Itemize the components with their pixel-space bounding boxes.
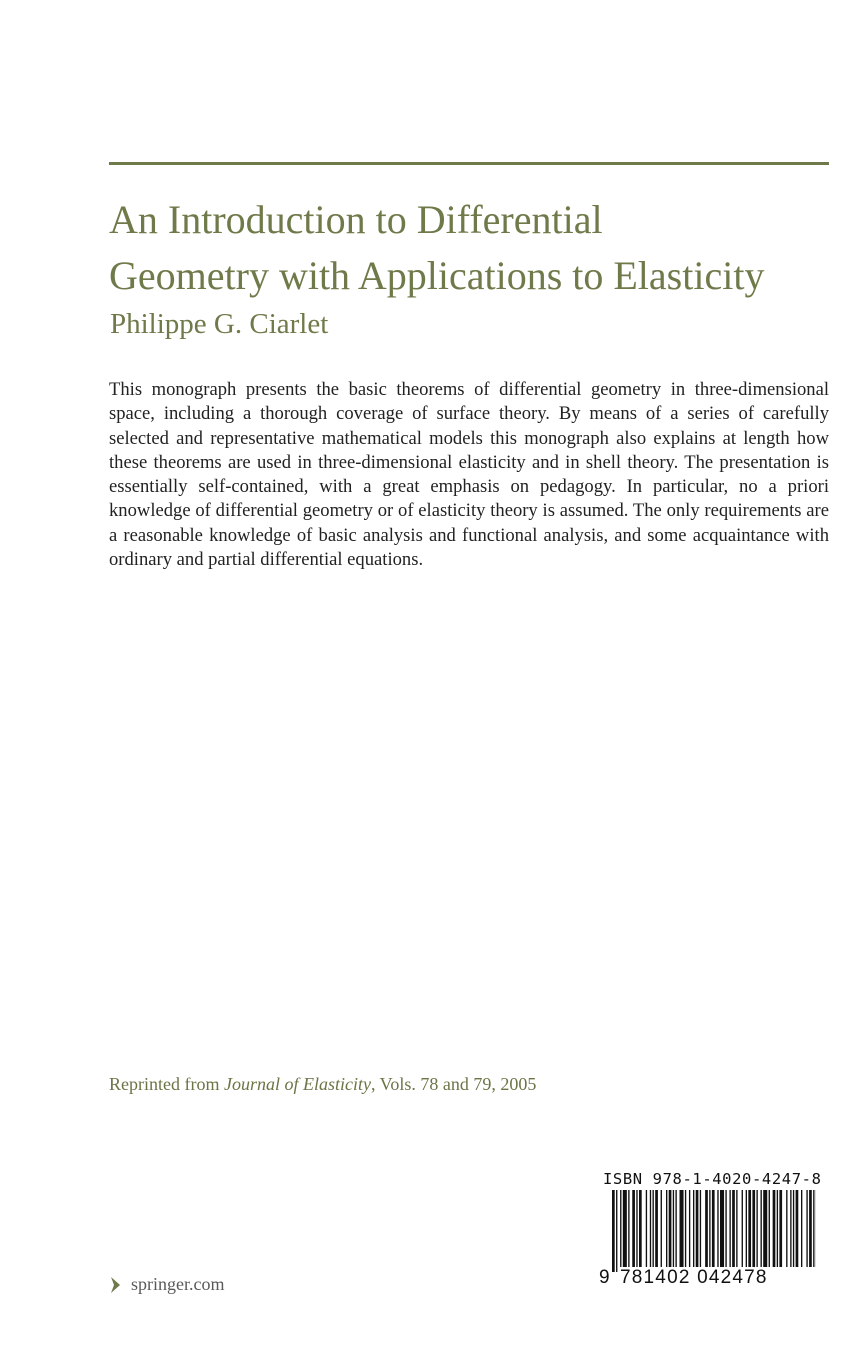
barcode-bar — [693, 1190, 694, 1272]
barcode-bar — [636, 1190, 637, 1272]
book-author: Philippe G. Ciarlet — [110, 308, 329, 340]
barcode-bar — [742, 1190, 743, 1272]
barcode-bar — [786, 1190, 787, 1272]
barcode-bars — [612, 1190, 816, 1272]
barcode-bar — [646, 1190, 647, 1272]
barcode-bar — [685, 1190, 686, 1272]
reprint-journal: Journal of Elasticity — [223, 1074, 371, 1094]
barcode-bar — [661, 1190, 662, 1272]
reprint-prefix: Reprinted from — [109, 1074, 224, 1094]
barcode-bar — [732, 1190, 735, 1272]
barcode-bar — [761, 1190, 762, 1272]
book-title-line-1: An Introduction to Differential — [109, 197, 603, 242]
barcode-bar — [752, 1190, 755, 1272]
publisher-site: springer.com — [131, 1274, 225, 1294]
book-description: This monograph presents the basic theorems of differential geometry in three-dimensional space, including a thorough coverage of surface theory. By means of a series of carefully selected and representative mathematical models this monograph also explains at length how these theorems are used in three-dimensional elasticity and in shell theory. The presentation is essentially self-contained, with a great emphasis on pedagogy. In particular, no a priori knowledge of differential geometry or of elasticity theory is assumed. The only requirements are a reasonable knowledge of basic analysis and functional analysis, and some acquaintance with ordinary and partial differential equations. — [109, 379, 829, 571]
barcode-bar — [720, 1190, 724, 1272]
reprint-suffix: , Vols. 78 and 79, 2005 — [370, 1074, 537, 1094]
barcode-bar — [736, 1190, 737, 1272]
isbn-label: ISBN 978-1-4020-4247-8 — [603, 1170, 822, 1188]
top-rule — [109, 162, 829, 165]
barcode-digits: 781402 042478 — [620, 1267, 820, 1289]
barcode-bar — [813, 1190, 814, 1272]
barcode-bar — [666, 1190, 667, 1272]
barcode-bar — [700, 1190, 701, 1272]
barcode-bar — [809, 1190, 812, 1272]
barcode-bar — [725, 1190, 726, 1272]
barcode-bar — [673, 1190, 674, 1272]
barcode-bar — [806, 1190, 807, 1272]
barcode-bar — [712, 1190, 715, 1272]
barcode-bar — [620, 1190, 621, 1272]
barcode-bar — [689, 1190, 690, 1272]
barcode-bar — [769, 1190, 770, 1272]
barcode — [612, 1190, 816, 1272]
barcode-bar — [793, 1190, 794, 1272]
barcode-bar — [628, 1190, 629, 1272]
barcode-digit-prefix: 9 — [599, 1267, 610, 1288]
barcode-bar — [612, 1190, 615, 1272]
publisher-link[interactable] — [109, 1274, 224, 1295]
barcode-bar — [639, 1190, 642, 1272]
barcode-bar — [756, 1190, 757, 1272]
barcode-bar — [623, 1190, 627, 1272]
barcode-bar — [777, 1190, 778, 1272]
barcode-bar — [748, 1190, 751, 1272]
barcode-bar — [717, 1190, 718, 1272]
book-title — [109, 192, 849, 304]
barcode-bar — [655, 1190, 658, 1272]
barcode-bar — [632, 1190, 635, 1272]
book-title-line-2: Geometry with Applications to Elasticity — [109, 253, 765, 298]
barcode-bar — [779, 1190, 782, 1272]
barcode-bar — [653, 1190, 654, 1272]
barcode-bar — [709, 1190, 710, 1272]
barcode-bar — [729, 1190, 730, 1272]
barcode-bar — [675, 1190, 676, 1272]
barcode-bar — [705, 1190, 708, 1272]
barcode-bar — [616, 1190, 617, 1272]
barcode-bar — [773, 1190, 776, 1272]
reprint-note — [109, 1074, 536, 1095]
barcode-bar — [801, 1190, 802, 1272]
barcode-bar — [746, 1190, 747, 1272]
barcode-bar — [650, 1190, 651, 1272]
barcode-bar — [790, 1190, 791, 1272]
barcode-bar — [763, 1190, 767, 1272]
chevron-right-icon — [109, 1275, 123, 1295]
barcode-bar — [696, 1190, 699, 1272]
barcode-bar — [669, 1190, 672, 1272]
barcode-bar — [680, 1190, 684, 1272]
barcode-bar — [796, 1190, 799, 1272]
